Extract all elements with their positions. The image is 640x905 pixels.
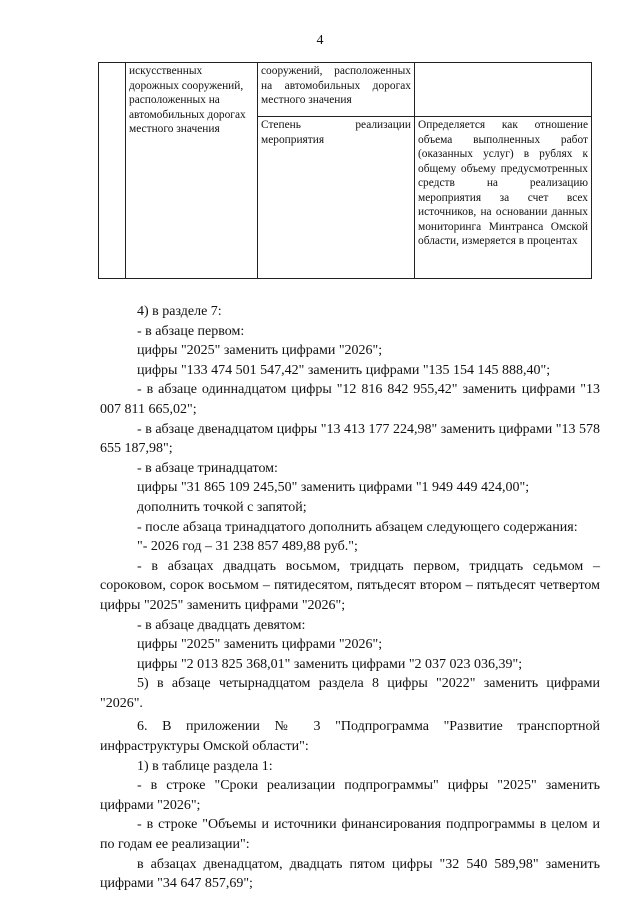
paragraph: - в абзацах двадцать восьмом, тридцать первом, тридцать седьмом – сороковом, сорок восьмом – пятидесятом, пятьдесят втором – пятьдесят четвертом цифры "2025" заменить цифрами "2026"; <box>100 558 600 613</box>
table-cell-method: Определяется как отношение объема выполненных работ (оказанных услуг) в рублях к общему объему предусмотренных средств на реализацию мероприятия за счет всех источников, на основании данных мониторинга Минтранса Омской области, измеряется в процентах <box>415 117 592 279</box>
paragraph: - в абзаце двадцать девятом: <box>137 617 306 633</box>
table-cell-empty <box>415 63 592 117</box>
paragraph: 6. В приложении № 3 "Подпрограмма "Развитие транспортной инфраструктуры Омской области": <box>100 719 600 755</box>
paragraph: дополнить точкой с запятой; <box>137 499 307 515</box>
paragraph: - в абзаце двенадцатом цифры "13 413 177 224,98" заменить цифрами "13 578 655 187,98"; <box>100 421 600 457</box>
paragraph: - после абзаца тринадцатого дополнить абзацем следующего содержания: <box>137 519 578 535</box>
paragraph: 4) в разделе 7: <box>137 304 222 319</box>
document-body <box>100 302 600 894</box>
paragraph: - в строке "Сроки реализации подпрограммы" цифры "2025" заменить цифрами "2026"; <box>100 778 600 813</box>
paragraph: цифры "133 474 501 547,42" заменить цифрами "135 154 145 888,40"; <box>137 362 551 378</box>
paragraph: цифры "2025" заменить цифрами "2026"; <box>137 343 383 359</box>
paragraph: - в абзаце первом: <box>137 323 245 339</box>
table-cell-object-continued: сооружений, расположенных на автомобильных дорогах местного значения <box>258 63 415 117</box>
paragraph: цифры "31 865 109 245,50" заменить цифрами "1 949 449 424,00"; <box>137 480 530 496</box>
table-row <box>99 63 592 117</box>
table-cell-indicator: Степень реализации мероприятия <box>258 117 415 279</box>
paragraph: цифры "2 013 825 368,01" заменить цифрами "2 037 023 036,39"; <box>137 656 523 672</box>
table-cell-empty <box>99 63 126 279</box>
paragraph: цифры "2025" заменить цифрами "2026"; <box>137 637 383 653</box>
paragraph: 1) в таблице раздела 1: <box>137 758 273 774</box>
page-number: 4 <box>316 33 324 48</box>
measures-table <box>98 62 592 279</box>
table-cell-object: искусственных дорожных сооружений, расположенных на автомобильных дорогах местного значения <box>126 63 258 279</box>
paragraph: в абзацах двенадцатом, двадцать пятом цифры "32 540 589,98" заменить цифрами "34 647 857,69"; <box>100 856 600 892</box>
paragraph: - в абзаце одиннадцатом цифры "12 816 842 955,42" заменить цифрами "13 007 811 665,02"; <box>100 382 600 417</box>
paragraph: - в абзаце тринадцатом: <box>137 460 278 476</box>
paragraph: "- 2026 год – 31 238 857 489,88 руб."; <box>137 539 358 555</box>
paragraph: - в строке "Объемы и источники финансирования подпрограммы в целом и по годам ее реализации": <box>100 817 600 853</box>
paragraph: 5) в абзаце четырнадцатом раздела 8 цифры "2022" заменить цифрами "2026". <box>100 676 600 711</box>
